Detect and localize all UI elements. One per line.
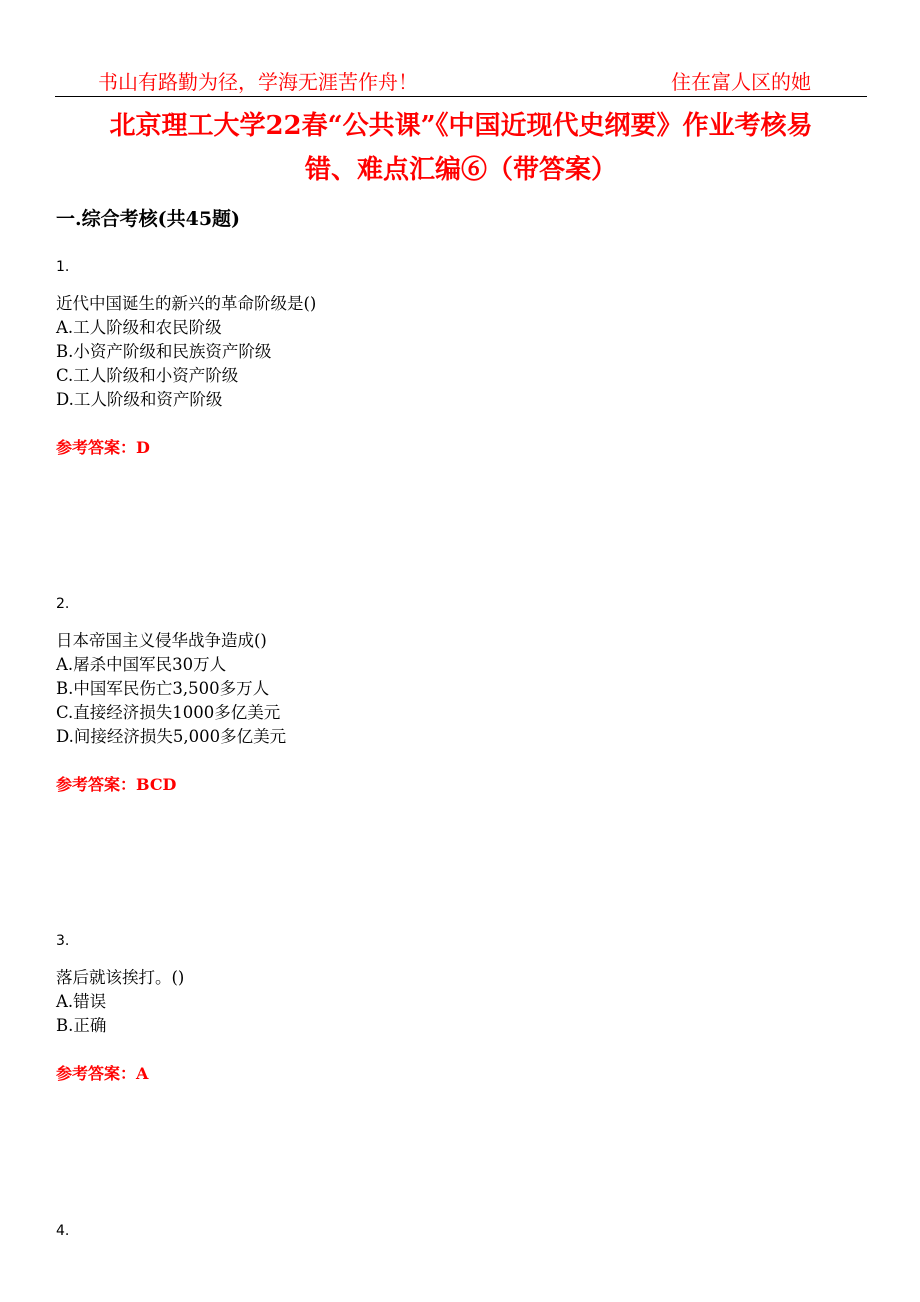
question-number: 2. <box>56 596 70 612</box>
question-1 <box>56 258 856 460</box>
document-title-line-1: 北京理工大学22春“公共课”《中国近现代史纲要》作业考核易 <box>109 111 813 141</box>
option-b: B.小资产阶级和民族资产阶级 <box>56 342 272 361</box>
question-text: 近代中国诞生的新兴的革命阶级是() <box>56 294 317 313</box>
section-heading: 一.综合考核(共45题) <box>56 208 241 230</box>
question-4 <box>56 1222 856 1240</box>
document-title <box>55 104 867 192</box>
question-number: 3. <box>56 933 70 949</box>
header-left-motto: 书山有路勤为径，学海无涯苦作舟！ <box>98 70 418 94</box>
option-a: A.错误 <box>56 992 107 1011</box>
header-right-motto: 住在富人区的她 <box>671 70 811 94</box>
option-a: A.工人阶级和农民阶级 <box>56 318 222 337</box>
option-c: C.直接经济损失1000多亿美元 <box>56 703 281 722</box>
reference-answer: 参考答案：A <box>56 1064 149 1083</box>
option-c: C.工人阶级和小资产阶级 <box>56 366 239 385</box>
question-number: 1. <box>56 259 70 275</box>
option-d: D.间接经济损失5,000多亿美元 <box>56 727 287 746</box>
reference-answer: 参考答案：D <box>56 438 150 457</box>
document-title-line-2: 错、难点汇编⑥（带答案） <box>304 155 617 185</box>
question-text: 日本帝国主义侵华战争造成() <box>56 631 267 650</box>
question-3 <box>56 932 856 1086</box>
question-number: 4. <box>56 1223 70 1239</box>
option-a: A.屠杀中国军民30万人 <box>56 655 227 674</box>
question-2 <box>56 595 856 797</box>
option-b: B.中国军民伤亡3,500多万人 <box>56 679 270 698</box>
option-b: B.正确 <box>56 1016 107 1035</box>
question-text: 落后就该挨打。() <box>56 968 185 987</box>
option-d: D.工人阶级和资产阶级 <box>56 390 223 409</box>
reference-answer: 参考答案：BCD <box>56 775 177 794</box>
header-divider <box>55 96 867 97</box>
